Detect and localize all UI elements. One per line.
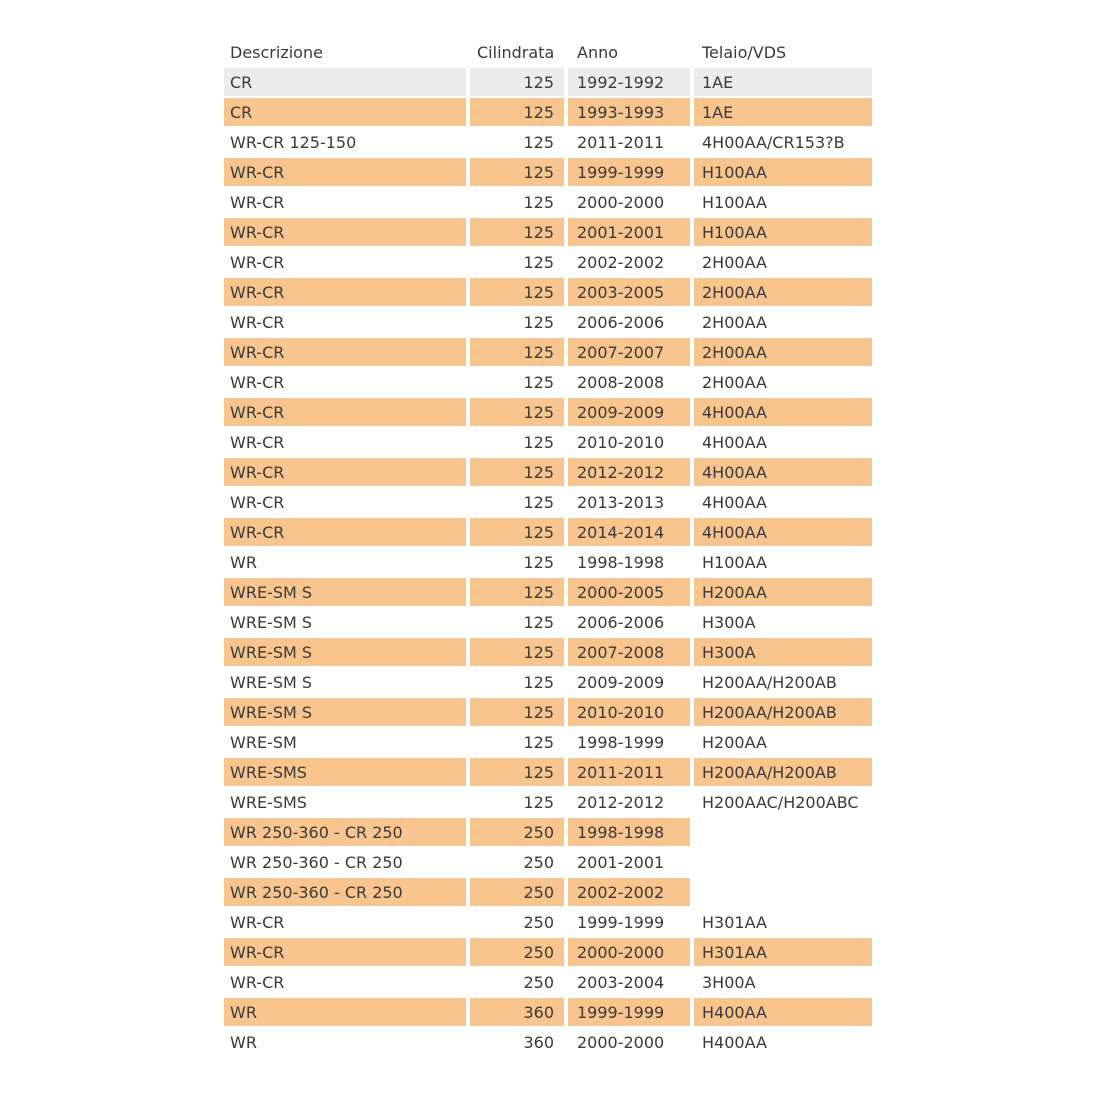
cell-cilindrata: 125: [470, 188, 564, 216]
cell-anno: 2000-2000: [568, 1028, 690, 1056]
cell-descrizione: WR-CR: [224, 968, 466, 996]
cell-cilindrata: 125: [470, 338, 564, 366]
cell-descrizione: WR-CR: [224, 368, 466, 396]
cell-cilindrata: 125: [470, 278, 564, 306]
cell-cilindrata: 125: [470, 218, 564, 246]
column-header-cilindrata: Cilindrata: [470, 38, 564, 66]
table-row[interactable]: [224, 998, 872, 1026]
cell-cilindrata: 125: [470, 578, 564, 606]
cell-telaio: 4H00AA: [694, 488, 872, 516]
cell-telaio: H301AA: [694, 908, 872, 936]
cell-cilindrata: 125: [470, 788, 564, 816]
cell-anno: 1992-1992: [568, 68, 690, 96]
cell-telaio: 2H00AA: [694, 308, 872, 336]
cell-descrizione: WR-CR: [224, 398, 466, 426]
table-row[interactable]: [224, 638, 872, 666]
cell-cilindrata: 125: [470, 548, 564, 576]
table-row[interactable]: [224, 758, 872, 786]
cell-anno: 2000-2000: [568, 938, 690, 966]
cell-anno: 2012-2012: [568, 458, 690, 486]
cell-cilindrata: 360: [470, 1028, 564, 1056]
cell-cilindrata: 125: [470, 728, 564, 756]
cell-descrizione: WR-CR: [224, 458, 466, 486]
cell-telaio: H200AAC/H200ABC: [694, 788, 872, 816]
cell-anno: 1999-1999: [568, 908, 690, 936]
cell-telaio: 4H00AA: [694, 518, 872, 546]
cell-descrizione: WRE-SM S: [224, 578, 466, 606]
table-row[interactable]: [224, 488, 872, 516]
cell-anno: 2002-2002: [568, 248, 690, 276]
cell-cilindrata: 125: [470, 248, 564, 276]
cell-telaio: H301AA: [694, 938, 872, 966]
cell-cilindrata: 125: [470, 758, 564, 786]
table-row[interactable]: [224, 668, 872, 696]
cell-descrizione: WR-CR: [224, 218, 466, 246]
cell-descrizione: WR-CR: [224, 518, 466, 546]
cell-telaio: 2H00AA: [694, 248, 872, 276]
cell-anno: 2000-2005: [568, 578, 690, 606]
cell-anno: 1999-1999: [568, 998, 690, 1026]
table-row[interactable]: [224, 848, 872, 876]
cell-anno: 2008-2008: [568, 368, 690, 396]
table-row[interactable]: [224, 908, 872, 936]
cell-cilindrata: 250: [470, 848, 564, 876]
cell-telaio: H100AA: [694, 218, 872, 246]
table-row[interactable]: [224, 338, 872, 366]
cell-anno: 1999-1999: [568, 158, 690, 186]
cell-telaio: [694, 818, 872, 846]
cell-cilindrata: 250: [470, 938, 564, 966]
table-row[interactable]: [224, 98, 872, 126]
cell-descrizione: WRE-SM S: [224, 608, 466, 636]
cell-descrizione: WR-CR: [224, 158, 466, 186]
cell-descrizione: WRE-SMS: [224, 758, 466, 786]
cell-cilindrata: 125: [470, 698, 564, 726]
cell-descrizione: WR 250-360 - CR 250: [224, 818, 466, 846]
cell-descrizione: WRE-SM: [224, 728, 466, 756]
cell-descrizione: WR-CR: [224, 248, 466, 276]
cell-telaio: H300A: [694, 638, 872, 666]
cell-cilindrata: 125: [470, 98, 564, 126]
cell-anno: 1998-1999: [568, 728, 690, 756]
table-row[interactable]: [224, 398, 872, 426]
cell-cilindrata: 250: [470, 968, 564, 996]
cell-descrizione: WR-CR: [224, 278, 466, 306]
table-row[interactable]: [224, 68, 872, 96]
table-row[interactable]: [224, 278, 872, 306]
cell-anno: 2006-2006: [568, 608, 690, 636]
cell-telaio: [694, 848, 872, 876]
table-row[interactable]: [224, 428, 872, 456]
table-row[interactable]: [224, 368, 872, 396]
cell-anno: 2010-2010: [568, 428, 690, 456]
table-row[interactable]: [224, 248, 872, 276]
cell-cilindrata: 125: [470, 488, 564, 516]
cell-telaio: H200AA/H200AB: [694, 668, 872, 696]
cell-cilindrata: 125: [470, 608, 564, 636]
vehicle-applicability-table: [220, 36, 876, 1058]
cell-cilindrata: 125: [470, 308, 564, 336]
cell-anno: 2011-2011: [568, 128, 690, 156]
cell-anno: 2007-2008: [568, 638, 690, 666]
cell-anno: 1993-1993: [568, 98, 690, 126]
table-row[interactable]: [224, 728, 872, 756]
cell-descrizione: WR-CR: [224, 308, 466, 336]
table-row[interactable]: [224, 938, 872, 966]
table-row[interactable]: [224, 308, 872, 336]
cell-cilindrata: 360: [470, 998, 564, 1026]
cell-telaio: H100AA: [694, 188, 872, 216]
cell-anno: 2010-2010: [568, 698, 690, 726]
cell-descrizione: CR: [224, 98, 466, 126]
cell-descrizione: WR-CR: [224, 908, 466, 936]
cell-telaio: 2H00AA: [694, 368, 872, 396]
table-row[interactable]: [224, 818, 872, 846]
cell-cilindrata: 125: [470, 158, 564, 186]
table-row[interactable]: [224, 968, 872, 996]
cell-telaio: H100AA: [694, 548, 872, 576]
cell-descrizione: WR-CR: [224, 188, 466, 216]
cell-telaio: H100AA: [694, 158, 872, 186]
cell-anno: 2000-2000: [568, 188, 690, 216]
cell-descrizione: WR-CR: [224, 338, 466, 366]
cell-cilindrata: 125: [470, 638, 564, 666]
cell-descrizione: WRE-SM S: [224, 698, 466, 726]
table-row[interactable]: [224, 128, 872, 156]
cell-anno: 2013-2013: [568, 488, 690, 516]
cell-telaio: 4H00AA: [694, 458, 872, 486]
cell-anno: 2001-2001: [568, 848, 690, 876]
table-row[interactable]: [224, 548, 872, 576]
cell-telaio: 4H00AA: [694, 398, 872, 426]
cell-cilindrata: 125: [470, 398, 564, 426]
table-row[interactable]: [224, 878, 872, 906]
cell-cilindrata: 125: [470, 518, 564, 546]
cell-anno: 2009-2009: [568, 668, 690, 696]
cell-cilindrata: 125: [470, 368, 564, 396]
table-row[interactable]: [224, 518, 872, 546]
cell-telaio: H400AA: [694, 998, 872, 1026]
cell-anno: 2012-2012: [568, 788, 690, 816]
cell-telaio: H400AA: [694, 1028, 872, 1056]
table-container: [220, 36, 876, 1058]
cell-descrizione: WR: [224, 548, 466, 576]
cell-descrizione: WR-CR: [224, 428, 466, 456]
cell-descrizione: WR-CR: [224, 488, 466, 516]
cell-telaio: 4H00AA/CR153?B: [694, 128, 872, 156]
cell-anno: 1998-1998: [568, 548, 690, 576]
column-header-descrizione: Descrizione: [224, 38, 466, 66]
cell-cilindrata: 250: [470, 878, 564, 906]
cell-anno: 2003-2005: [568, 278, 690, 306]
cell-telaio: H200AA/H200AB: [694, 758, 872, 786]
table-row[interactable]: [224, 158, 872, 186]
cell-telaio: H200AA/H200AB: [694, 698, 872, 726]
cell-anno: 2006-2006: [568, 308, 690, 336]
cell-descrizione: WR: [224, 998, 466, 1026]
column-header-telaio-vds: Telaio/VDS: [694, 38, 872, 66]
cell-anno: 2009-2009: [568, 398, 690, 426]
cell-anno: 2003-2004: [568, 968, 690, 996]
cell-telaio: 1AE: [694, 98, 872, 126]
cell-descrizione: WR 250-360 - CR 250: [224, 848, 466, 876]
cell-telaio: 2H00AA: [694, 338, 872, 366]
cell-telaio: 2H00AA: [694, 278, 872, 306]
table-row[interactable]: [224, 788, 872, 816]
cell-telaio: H200AA: [694, 728, 872, 756]
table-row[interactable]: [224, 578, 872, 606]
cell-descrizione: WR 250-360 - CR 250: [224, 878, 466, 906]
cell-descrizione: WR-CR: [224, 938, 466, 966]
cell-anno: 2014-2014: [568, 518, 690, 546]
cell-descrizione: WRE-SM S: [224, 638, 466, 666]
header-row: [224, 38, 872, 66]
cell-anno: 1998-1998: [568, 818, 690, 846]
cell-descrizione: WR-CR 125-150: [224, 128, 466, 156]
parts-table-body: [224, 68, 872, 1056]
cell-telaio: 3H00A: [694, 968, 872, 996]
cell-descrizione: WRE-SM S: [224, 668, 466, 696]
cell-anno: 2001-2001: [568, 218, 690, 246]
cell-descrizione: WRE-SMS: [224, 788, 466, 816]
cell-descrizione: WR: [224, 1028, 466, 1056]
cell-cilindrata: 125: [470, 68, 564, 96]
cell-anno: 2002-2002: [568, 878, 690, 906]
cell-telaio: 1AE: [694, 68, 872, 96]
cell-cilindrata: 125: [470, 668, 564, 696]
table-row[interactable]: [224, 1028, 872, 1056]
table-row[interactable]: [224, 458, 872, 486]
table-row[interactable]: [224, 698, 872, 726]
cell-cilindrata: 250: [470, 908, 564, 936]
table-header: [224, 38, 872, 66]
cell-telaio: [694, 878, 872, 906]
cell-anno: 2011-2011: [568, 758, 690, 786]
cell-cilindrata: 125: [470, 428, 564, 456]
cell-telaio: 4H00AA: [694, 428, 872, 456]
column-header-anno: Anno: [568, 38, 690, 66]
cell-cilindrata: 125: [470, 128, 564, 156]
table-row[interactable]: [224, 608, 872, 636]
cell-descrizione: CR: [224, 68, 466, 96]
cell-telaio: H300A: [694, 608, 872, 636]
table-row[interactable]: [224, 218, 872, 246]
cell-anno: 2007-2007: [568, 338, 690, 366]
cell-cilindrata: 125: [470, 458, 564, 486]
table-row[interactable]: [224, 188, 872, 216]
cell-cilindrata: 250: [470, 818, 564, 846]
cell-telaio: H200AA: [694, 578, 872, 606]
